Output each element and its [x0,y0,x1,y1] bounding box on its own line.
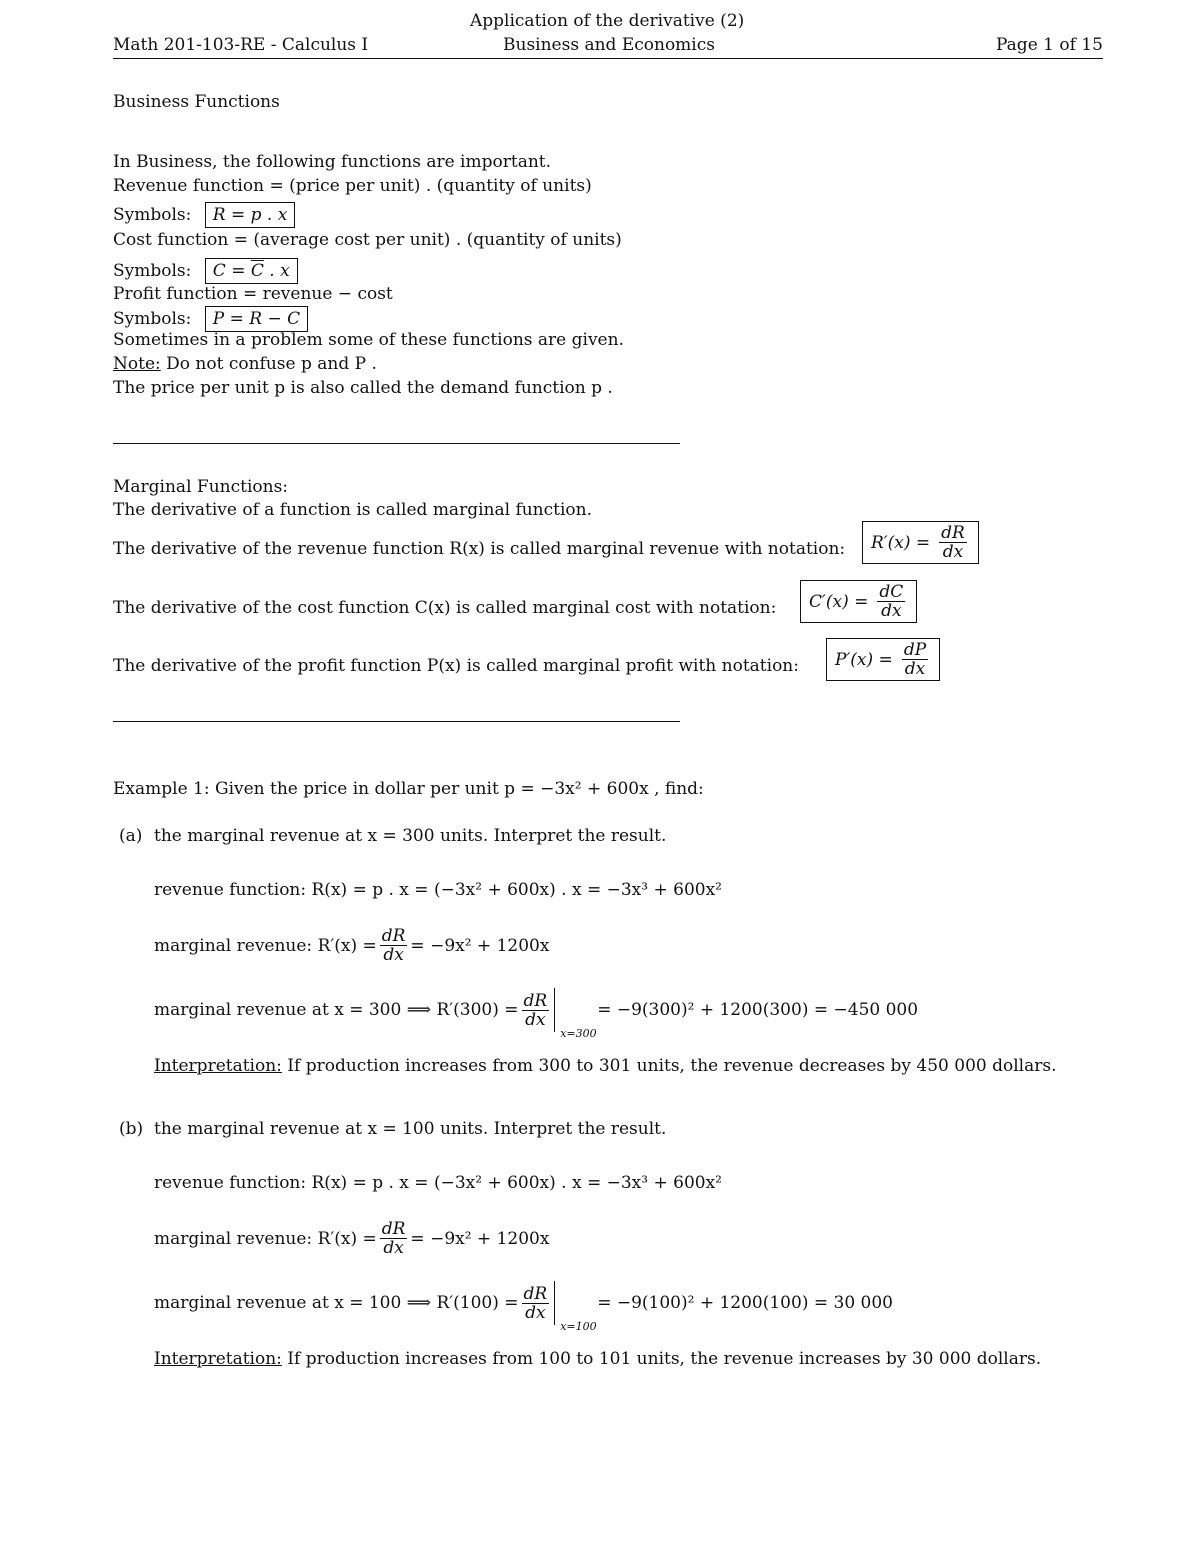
part-b-revenue-function: revenue function: R(x) = p . x = (−3x² + 600x) . x = −3x³ + 600x² [154,1173,722,1193]
part-b-label: (b) [119,1119,144,1139]
symbols-label: Symbols: [113,205,192,225]
evaluation-bar: x=300 [554,988,595,1032]
revenue-definition: Revenue function = (price per unit) . (quantity of units) [113,176,592,196]
header-rule [113,58,1103,59]
cost-symbols [113,258,298,284]
part-a-label: (a) [119,826,143,846]
part-a-marginal-revenue: marginal revenue: R′(x) = $\frac{dR}{dx}$ = −9x² + 1200x [154,926,550,965]
section-divider [113,443,680,444]
marginal-revenue-text: The derivative of the revenue function R(x) is called marginal revenue with notation: [113,539,846,559]
marginal-profit-text: The derivative of the profit function P(x) is called marginal profit with notation: [113,656,799,676]
header-title: Application of the derivative (2) [470,11,745,31]
cost-formula-box: $C = \overline{C}$ . x [205,258,298,284]
symbols-label: Symbols: [113,309,192,329]
part-b-marginal-revenue: marginal revenue: R′(x) = $\frac{dR}{dx}$ = −9x² + 1200x [154,1219,550,1258]
evaluation-bar: x=100 [554,1281,595,1325]
marginal-cost-text: The derivative of the cost function C(x) is called marginal cost with notation: [113,598,777,618]
symbols-label: Symbols: [113,261,192,281]
note-text: Note: Do not confuse p and P . [113,354,377,374]
marginal-profit-formula-box: P′(x) = $\frac{dP}{dx}$ [826,638,940,681]
marginal-revenue-formula-box: R′(x) = $\frac{dR}{dx}$ [862,521,979,564]
part-b-interpretation: Interpretation: If production increases from 100 to 101 units, the revenue increases by 30 000 dollars. [154,1349,1042,1369]
revenue-formula-box: R = p . x [205,202,296,228]
header-subtitle: Business and Economics [503,35,715,55]
sometimes-text: Sometimes in a problem some of these functions are given. [113,330,624,350]
section-title-business: Business Functions [113,92,280,112]
note-label: Note: [113,354,161,374]
part-b-marginal-at-value: marginal revenue at x = 100 ⟹ R′(100) = $\frac{dR}{dx}$ x=100 = −9(100)² + 1200(100) = 30 000 [154,1281,893,1325]
revenue-symbols [113,202,295,228]
marginal-intro: The derivative of a function is called marginal function. [113,500,593,520]
cost-definition: Cost function = (average cost per unit) . (quantity of units) [113,230,622,250]
part-a-question: the marginal revenue at x = 300 units. Interpret the result. [154,826,667,846]
section-title-marginal: Marginal Functions: [113,477,289,497]
part-a-marginal-at-value: marginal revenue at x = 300 ⟹ R′(300) = $\frac{dR}{dx}$ x=300 = −9(300)² + 1200(300) = −450 000 [154,988,918,1032]
profit-definition: Profit function = revenue − cost [113,284,393,304]
part-a-interpretation: Interpretation: If production increases from 300 to 301 units, the revenue decreases by 450 000 dollars. [154,1056,1057,1076]
part-a-revenue-function: revenue function: R(x) = p . x = (−3x² + 600x) . x = −3x³ + 600x² [154,880,722,900]
part-b-question: the marginal revenue at x = 100 units. Interpret the result. [154,1119,667,1139]
header-course: Math 201-103-RE - Calculus I [113,35,369,55]
example-title: Example 1: Given the price in dollar per unit p = −3x² + 600x , find: [113,779,704,799]
marginal-cost-formula-box: C′(x) = $\frac{dC}{dx}$ [800,580,917,623]
demand-text: The price per unit p is also called the demand function p . [113,378,613,398]
business-intro: In Business, the following functions are important. [113,152,552,172]
profit-formula-box: P = R − C [205,306,308,332]
section-divider [113,721,680,722]
header-page-number: Page 1 of 15 [996,35,1103,55]
